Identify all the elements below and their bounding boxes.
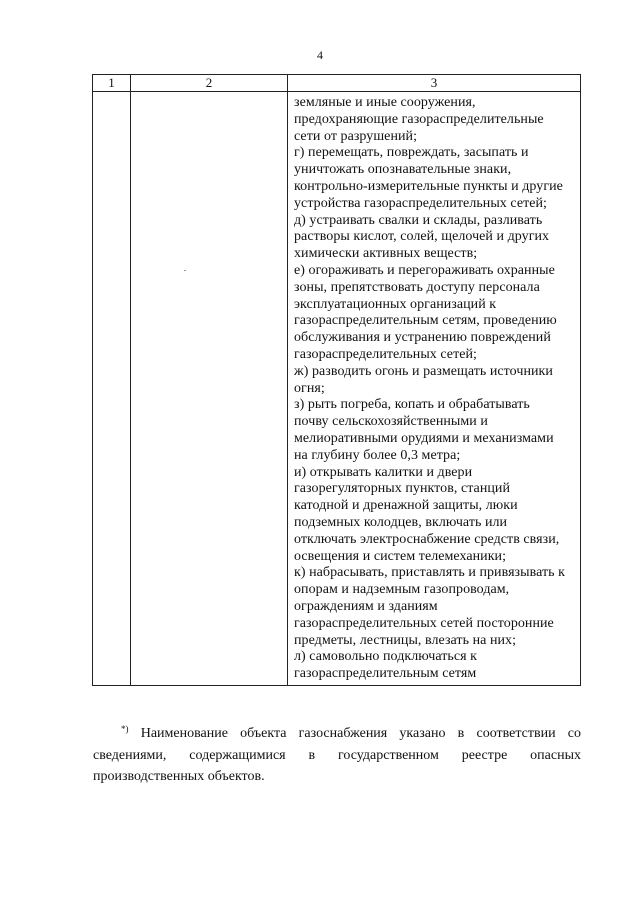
requirements-text: земляные и иные сооружения, предохраняющие газораспределительные сети от разрушений; г) перемещать, повреждать, засыпать и уничтожать опознавательные знаки, контрольно-измерительные пункты и другие устройства газораспределительных сетей; д) устраивать свалки и склады, разливать растворы кислот, солей, щелочей и других химически активных веществ; е) огораживать и перегораживать охранные зоны, препятствовать доступу персонала эксплуатационных организаций к газораспределительным сетям, проведению обслуживания и устранению повреждений газораспределительных сетей; ж) разводить огонь и размещать источники огня; з) рыть погреба, копать и обрабатывать почву сельскохозяйственными и мелиоративными орудиями и механизмами на глубину более 0,3 метра; и) открывать калитки и двери газорегуляторных пунктов, станций катодной и дренажной защиты, люки подземных колодцев, включать или отключать электроснабжение средств связи, освещения и систем телемеханики; к) набрасывать, приставлять и привязывать к опорам и надземным газопроводам, ограждениям и зданиям газораспределительных сетей посторонние предметы, лестницы, влезать на них; л) самовольно подключаться к газораспределительным сетям: [294, 95, 565, 682]
table-cell-col3: [288, 92, 581, 686]
table-cell-col1: [93, 92, 131, 686]
column-header-1: 1: [93, 75, 131, 92]
table-header-row: [93, 75, 581, 92]
column-header-3: 3: [288, 75, 581, 92]
scan-speck: [184, 270, 186, 271]
table-cell-col2: [131, 92, 288, 686]
column-header-2: 2: [131, 75, 288, 92]
page-number: 4: [317, 48, 323, 62]
table-row: [93, 92, 581, 686]
footnote-marker: *): [121, 724, 129, 734]
footnote: [93, 723, 581, 788]
requirements-table: [92, 74, 581, 686]
footnote-text: Наименование объекта газоснабжения указано в соответствии со сведениями, содержащимися в государственном реестре опасных производственных объектов.: [93, 726, 581, 784]
